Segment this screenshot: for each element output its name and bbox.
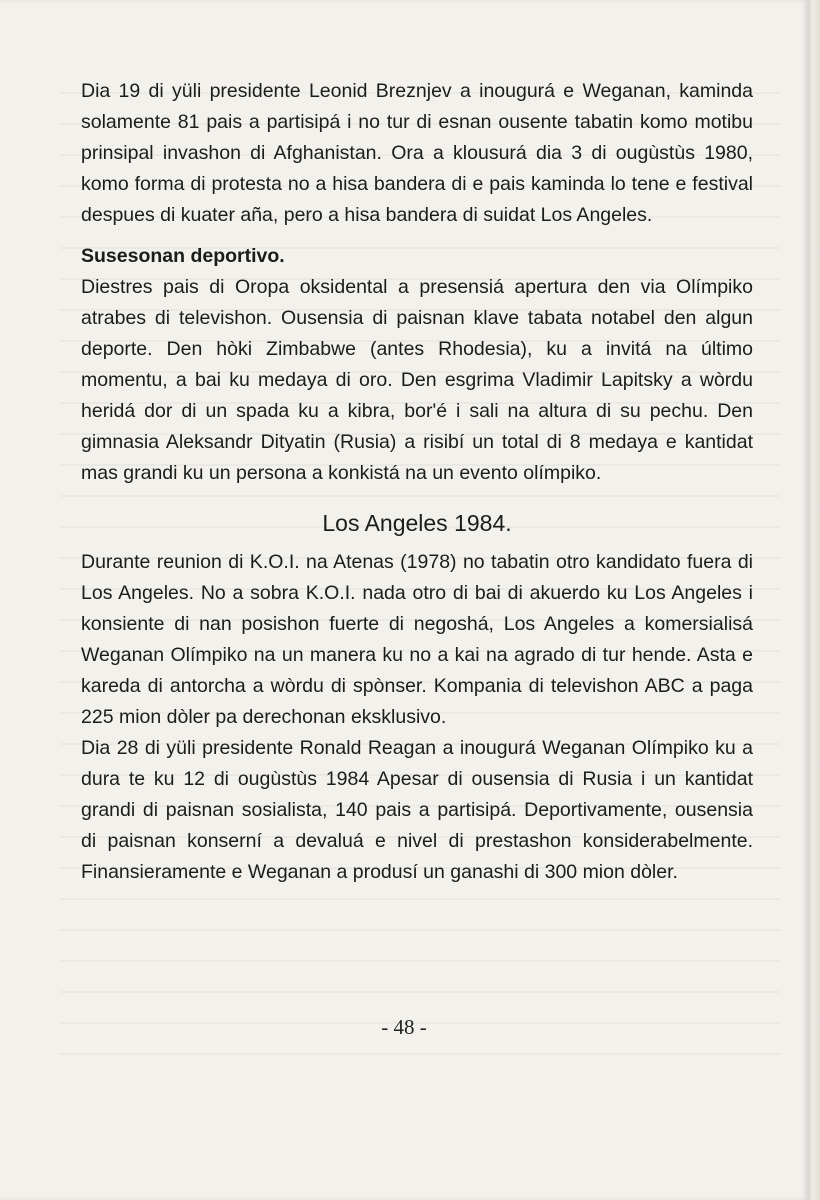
page-edge — [808, 0, 820, 1200]
section-title-los-angeles: Los Angeles 1984. — [322, 510, 512, 536]
page-number: - 48 - — [381, 1015, 427, 1039]
paragraph-intro: Dia 19 di yüli presidente Leonid Breznjev a inougurá e Weganan, kaminda solamente 81 pais a partisipá i no tur di esnan ousente tabatin komo motibu prinsipal invashon di Afghanistan. Ora a klousurá dia 3 di ougùstùs 1980, komo forma di protesta no a hisa bandera di e pais kaminda lo tene e festival despues di kuater aña, pero a hisa bandera di suidat Los Angeles. — [81, 80, 753, 226]
paragraph-koi-meeting: Durante reunion di K.O.I. na Atenas (1978) no tabatin otro kandidato fuera di Los Angeles. No a sobra K.O.I. nada otro di bai di akuerdo ku Los Angeles i konsiente di nan posishon fuerte di negoshá, Los Angeles a komersialisá Weganan Olímpiko na un manera ku no a kai na agrado di tur hende. Asta e kareda di antorcha a wòrdu di spònser. Kompania di televishon ABC a paga 225 mion dòler pa derechonan eksklusivo. — [81, 551, 753, 728]
spacer — [81, 231, 753, 241]
paragraph-reagan-opening: Dia 28 di yüli presidente Ronald Reagan a inougurá Weganan Olímpiko ku a dura te ku 12 di ougùstùs 1984 Apesar di ousensia di Rusia i un kantidat grandi di paisnan sosialista, 140 pais a partisipá. Deportivamente, ousensia di paisnan konserní a devaluá e nivel di prestashon konsiderabelmente. Finansieramente e Weganan a produsí un ganashi di 300 mion dòler. — [81, 737, 753, 883]
page-body — [81, 76, 753, 888]
paragraph-sports-results: Diestres pais di Oropa oksidental a presensiá apertura den via Olímpiko atrabes di televishon. Ousensia di paisnan klave tabata notabel den algun deporte. Den hòki Zimbabwe (antes Rhodesia), ku a invitá na último momentu, a bai ku medaya di oro. Den esgrima Vladimir Lapitsky a wòrdu heridá dor di un spada ku a kibra, bor'é i sali na altura di su pechu. Den gimnasia Aleksandr Dityatin (Rusia) a risibí un total di 8 medaya e kantidat mas grandi ku un persona a konkistá na un evento olímpiko. — [81, 276, 753, 484]
subheading-susesonan: Susesonan deportivo. — [81, 245, 285, 267]
